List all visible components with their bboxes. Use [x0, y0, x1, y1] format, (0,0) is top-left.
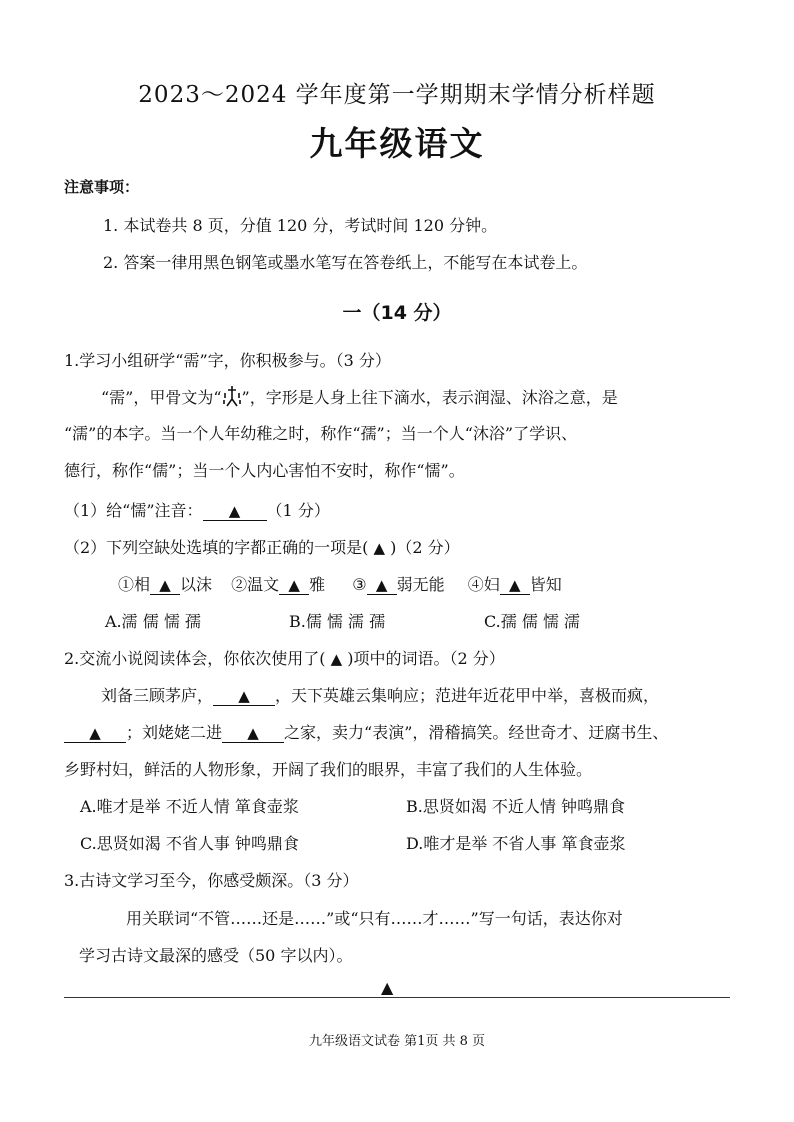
exam-title: 2023～2024 学年度第一学期期末学情分析样题 — [138, 82, 656, 108]
answer-blank[interactable]: ▲ — [222, 724, 284, 743]
q3-prompt-line-2: 学习古诗文最深的感受（50 字以内）。 — [79, 946, 353, 965]
blank-marker[interactable]: ▲ — [373, 539, 386, 557]
q1-option-c[interactable]: C.孺 儒 懦 濡 — [484, 612, 581, 631]
oracle-bone-glyph-icon — [222, 385, 242, 407]
notice-heading: 注意事项： — [64, 178, 140, 196]
fill-item-1: ①相 ▲ 以沫 — [118, 575, 213, 594]
fill-item-3: ③ ▲ 弱无能 — [352, 575, 445, 594]
q1-option-a[interactable]: A.濡 儒 懦 孺 — [105, 612, 201, 631]
q2-para-line-1: 刘备三顾茅庐， ▲ ，天下英雄云集响应；范进年近花甲中举，喜极而疯， — [101, 686, 660, 705]
q1-sub2-points: )（2 分） — [390, 538, 460, 557]
q1-para-1b: ”，字形是人身上往下滴水，表示润湿、沐浴之意，是 — [241, 388, 618, 407]
q2-para-line-2: ▲ ；刘姥姥二进 ▲ 之家，卖力“表演”，滑稽搞笑。经世奇才、迂腐书生、 — [64, 720, 668, 743]
q1-fill-row — [118, 572, 562, 595]
fill-item-4: ④妇 ▲ 皆知 — [467, 575, 562, 594]
q1-stem: 1.学习小组研学“需”字，你积极参与。（3 分） — [64, 351, 391, 370]
notice-item-1: 1. 本试卷共 8 页，分值 120 分，考试时间 120 分钟。 — [103, 216, 498, 235]
fill-item-2: ②温文 ▲ 雅 — [231, 575, 326, 594]
q2-option-d[interactable]: D.唯才是举 不省人事 箪食壶浆 — [406, 834, 626, 853]
answer-line[interactable] — [64, 997, 730, 998]
q3-prompt-line-1: 用关联词“不管……还是……”或“只有……才……”写一句话，表达你对 — [126, 909, 623, 928]
q1-sub1-text: （1）给“懦”注音： — [64, 501, 203, 520]
q2-stem-text: 2.交流小说阅读体会，你依次使用了( — [64, 649, 326, 668]
subject-title: 九年级语文 — [309, 124, 485, 163]
q2-option-c[interactable]: C.思贤如渴 不省人事 钟鸣鼎食 — [80, 834, 299, 853]
q2-stem — [64, 646, 505, 669]
q1-sub2-text: （2）下列空缺处选填的字都正确的一项是( — [64, 538, 369, 557]
q1-para-line-2: “濡”的本字。当一个人年幼稚之时，称作“孺”；当一个人“沐浴”了学识、 — [64, 424, 578, 443]
q1-para-1a: “需”，甲骨文为“ — [101, 388, 222, 407]
answer-blank[interactable]: ▲ — [279, 576, 309, 595]
q1-para-line-1 — [101, 385, 618, 408]
answer-marker[interactable]: ▲ — [381, 978, 394, 997]
blank-marker[interactable]: ▲ — [330, 650, 343, 668]
answer-blank[interactable]: ▲ — [367, 576, 397, 595]
section-title: 一（14 分） — [342, 302, 452, 324]
q2-para-line-3: 乡野村妇，鲜活的人物形象，开阔了我们的眼界，丰富了我们的人生体验。 — [64, 760, 593, 779]
answer-blank[interactable]: ▲ — [64, 724, 126, 743]
q1-option-b[interactable]: B.儒 懦 濡 孺 — [289, 612, 386, 631]
q1-sub1-points: （1 分） — [266, 501, 330, 520]
page-footer: 九年级语文试卷 第1页 共 8 页 — [308, 1034, 486, 1049]
q2-stem-points: )项中的词语。（2 分） — [347, 649, 505, 668]
notice-item-2: 2. 答案一律用黑色钢笔或墨水笔写在答卷纸上，不能写在本试卷上。 — [103, 253, 588, 272]
blank-marker: ▲ — [228, 502, 241, 520]
answer-blank[interactable]: ▲ — [150, 576, 180, 595]
q1-sub2 — [64, 535, 460, 558]
answer-blank[interactable]: ▲ — [213, 687, 275, 706]
q1-para-line-3: 德行，称作“儒”；当一个人内心害怕不安时，称作“懦”。 — [64, 461, 465, 480]
q3-stem: 3.古诗文学习至今，你感受颇深。（3 分） — [64, 871, 359, 890]
answer-blank[interactable]: ▲ — [500, 576, 530, 595]
answer-blank[interactable] — [203, 502, 267, 521]
q2-option-a[interactable]: A.唯才是举 不近人情 箪食壶浆 — [80, 797, 299, 816]
q2-option-b[interactable]: B.思贤如渴 不近人情 钟鸣鼎食 — [406, 797, 626, 816]
q1-sub1 — [64, 498, 330, 521]
